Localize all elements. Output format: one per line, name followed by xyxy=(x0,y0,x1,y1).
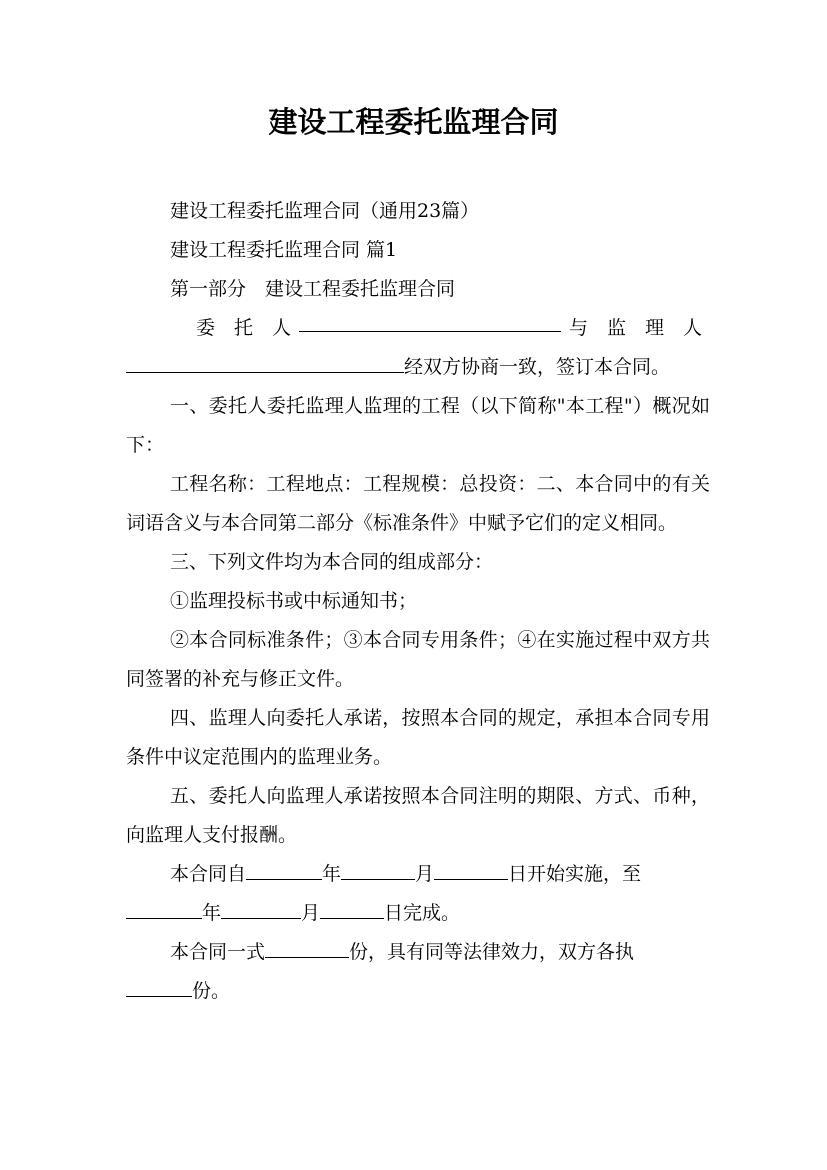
copies-each-line xyxy=(126,972,710,1011)
agreement-line xyxy=(126,348,710,387)
start-day-blank xyxy=(434,857,508,880)
year-label: 年 xyxy=(322,863,342,885)
start-month-blank xyxy=(341,857,415,880)
start-year-blank xyxy=(246,857,322,880)
month-label: 月 xyxy=(415,863,435,885)
party-line xyxy=(126,309,710,348)
client-blank xyxy=(299,309,561,332)
end-day-text: 日完成。 xyxy=(384,902,461,924)
clause-4: 四、监理人向委托人承诺，按照本合同的规定，承担本合同专用条件中议定范围内的监理业务。 xyxy=(126,707,710,768)
clause-3: 三、下列文件均为本合同的组成部分： xyxy=(170,551,494,573)
term-end-line xyxy=(126,894,710,933)
each-copies-blank xyxy=(126,974,192,997)
copies-text: 本合同一式 xyxy=(170,941,266,963)
start-day-text: 日开始实施，至 xyxy=(508,863,642,885)
clause-5: 五、委托人向监理人承诺按照本合同注明的期限、方式、币种，向监理人支付报酬。 xyxy=(126,785,710,846)
end-year-label: 年 xyxy=(202,902,222,924)
document-title: 建设工程委托监理合同 xyxy=(268,105,559,139)
each-copies-text: 份。 xyxy=(192,980,231,1002)
clause-2: 工程名称：工程地点：工程规模：总投资：二、本合同中的有关词语含义与本合同第二部分《标准条件》中赋予它们的定义相同。 xyxy=(126,473,710,534)
supervisor-label: 与 监 理 人 xyxy=(568,317,702,339)
copies-line xyxy=(126,933,710,972)
supervisor-blank xyxy=(126,350,404,373)
term-start-text: 本合同自 xyxy=(170,863,247,885)
client-label: 委 托 人 xyxy=(196,317,292,339)
doc-subheading-line: 建设工程委托监理合同 篇1 xyxy=(170,239,398,261)
end-day-blank xyxy=(320,896,384,919)
end-year-blank xyxy=(126,896,202,919)
clause-1: 一、委托人委托监理人监理的工程（以下简称"本工程"）概况如下： xyxy=(126,395,710,456)
document-body xyxy=(126,192,710,1011)
term-start-line xyxy=(126,855,710,894)
clause-3-items: ②本合同标准条件；③本合同专用条件；④在实施过程中双方共同签署的补充与修正文件。 xyxy=(126,629,710,690)
clause-3-item-1: ①监理投标书或中标通知书； xyxy=(170,590,418,612)
end-month-label: 月 xyxy=(301,902,321,924)
agreement-text: 经双方协商一致，签订本合同。 xyxy=(404,356,671,378)
copies-blank xyxy=(265,935,349,958)
end-month-blank xyxy=(221,896,301,919)
doc-heading-line: 建设工程委托监理合同（通用23篇） xyxy=(170,200,480,222)
part-heading-line: 第一部分 建设工程委托监理合同 xyxy=(170,278,456,300)
copies-rest-text: 份，具有同等法律效力，双方各执 xyxy=(349,941,635,963)
